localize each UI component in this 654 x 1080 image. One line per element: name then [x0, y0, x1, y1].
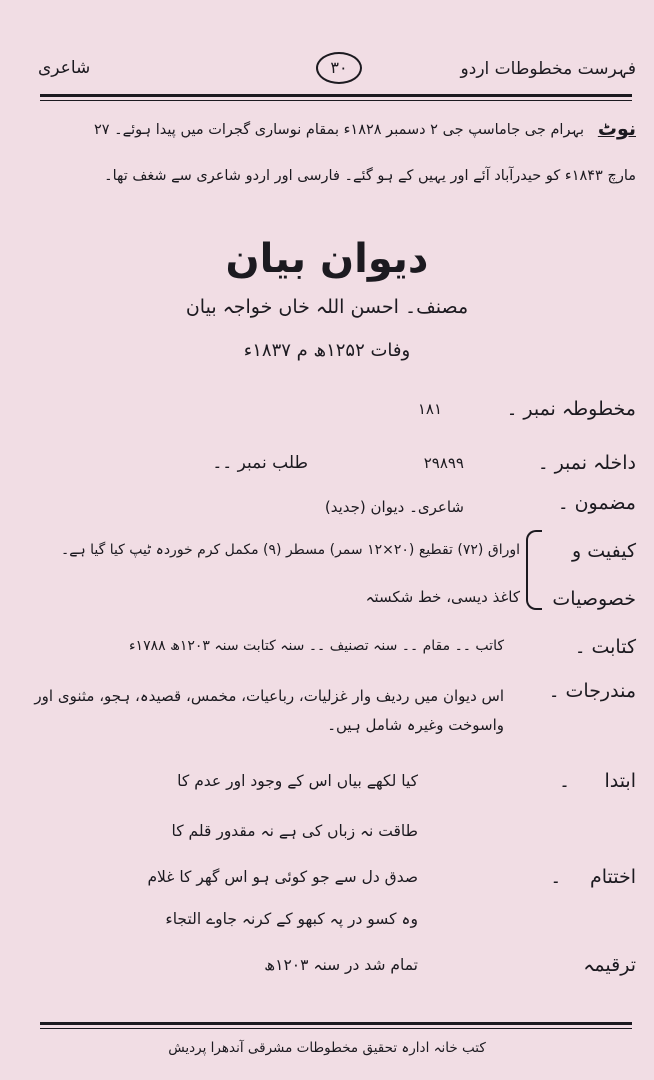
note-label: نوٹ: [597, 118, 636, 140]
calligraphy-label: [575, 636, 636, 658]
death-date: وفات ۱۲۵۲ھ م ۱۸۳۷ء: [243, 340, 411, 361]
accession-number-label-text: داخلہ نمبر: [554, 452, 636, 474]
calligraphy-label-text: کتابت: [591, 636, 636, 658]
beginning-label-text: ابتدا: [604, 770, 636, 792]
manuscript-number-label-text: مخطوطہ نمبر: [523, 398, 636, 420]
ending-verse-1: صدق دل سے جو کوئی ہو اس گھر کا غلام: [147, 868, 418, 886]
call-number-label: [212, 452, 308, 473]
condition-label-1: کیفیت و: [572, 540, 636, 562]
manuscript-number-label: [507, 398, 636, 420]
ending-label-text: اختتام: [589, 866, 636, 888]
footer-rule: [40, 1022, 632, 1025]
colophon-label: ترقیمہ: [583, 954, 636, 976]
beginning-verse-2: طاقت نہ زباں کی ہے نہ مقدور قلم کا: [171, 822, 418, 840]
contents-value: اس دیوان میں ردیف وار غزلیات، رباعیات، مخمس، قصیدہ، ہجو، مثنوی اور واسوخت وغیرہ شامل ہیں۔: [34, 687, 504, 734]
section-title: شاعری: [38, 58, 91, 78]
header-rule-thin: [40, 100, 632, 101]
contents-label-text: مندرجات: [565, 680, 636, 702]
subject-value: شاعری۔ دیوان (جدید): [324, 498, 464, 516]
calligraphy-value: کاتب ۔۔ مقام ۔۔ سنہ تصنیف ۔۔ سنہ کتابت سنہ ۱۲۰۳ھ ۱۷۸۸ء: [128, 638, 504, 654]
accession-number-value: ۲۹۸۹۹: [423, 454, 464, 472]
footer-rule-thin: [40, 1028, 632, 1029]
subject-label: [558, 492, 636, 514]
beginning-label: [559, 770, 636, 792]
condition-value-2: کاغذ دیسی، خط شکستہ: [365, 588, 520, 606]
label-dash: ۔: [559, 771, 599, 792]
label-dash: ۔: [506, 399, 518, 420]
page-number: ۳۰: [316, 52, 362, 84]
condition-brace: [526, 530, 542, 610]
beginning-verse-1: کیا لکھے بیاں اس کے وجود اور عدم کا: [177, 772, 418, 790]
header-rule: [40, 94, 632, 97]
label-dash: ۔: [557, 493, 569, 514]
note-line-2: مارچ ۱۸۴۳ء کو حیدرآباد آئے اور یہیں کے ہو گئے۔ فارسی اور اردو شاعری سے شغف تھا۔: [104, 168, 636, 184]
work-title: دیوان بیان: [225, 236, 429, 282]
condition-value-1: اوراق (۷۲) تقطیع (۲۰×۱۲ سمر) مسطر (۹) مکمل کرم خوردہ ٹیپ کیا گیا ہے۔: [61, 542, 520, 558]
subject-label-text: مضمون: [574, 492, 636, 514]
manuscript-number-value: ۱۸۱: [417, 400, 442, 418]
catalog-title: فہرست مخطوطات اردو: [460, 59, 636, 79]
contents-label: [549, 680, 636, 702]
accession-number-label: [538, 452, 636, 474]
label-dash: ۔: [550, 867, 584, 888]
label-dash: ۔: [548, 681, 560, 702]
colophon-value: تمام شد در سنہ ۱۲۰۳ھ: [264, 956, 418, 974]
call-number-dash: ۔۔: [212, 453, 233, 473]
condition-label-2: خصوصیات: [552, 588, 636, 610]
ending-label: [550, 866, 636, 888]
author-line: مصنف۔ احسن اللہ خاں خواجہ بیان: [185, 296, 469, 318]
ending-verse-2: وہ کسو در پہ کبھو کے کرنہ جاوے التجاء: [165, 910, 418, 928]
label-dash: ۔: [574, 637, 586, 658]
library-footer: کتب خانہ ادارہ تحقیق مخطوطات مشرقی آندھرا پردیش: [168, 1040, 486, 1056]
call-number-label-text: طلب نمبر: [237, 453, 308, 473]
label-dash: ۔: [537, 453, 549, 474]
note-line-1: بہرام جی جاماسپ جی ۲ دسمبر ۱۸۲۸ء بمقام نوساری گجرات میں پیدا ہوئے۔ ۲۷: [93, 122, 584, 138]
